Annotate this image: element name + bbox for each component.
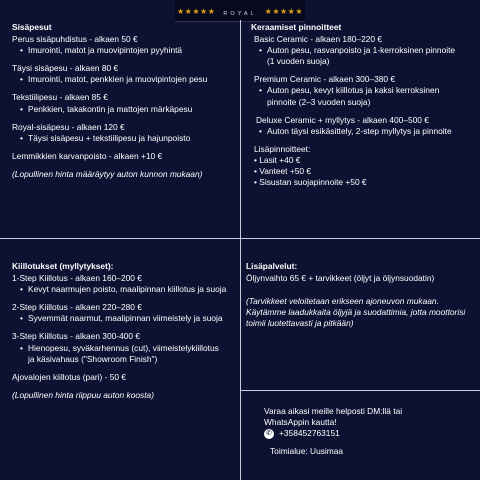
- ceramic-service-basic: Basic Ceramic - alkaen 180–220 €: [254, 34, 383, 45]
- extra-services-note: (Tarvikkeet veloitetaan erikseen ajoneuvon mukaan. Käytämme laadukkaita öljyjä ja suodattimia, jotta moottorisi toimii luotettavasti ja pitkään): [246, 296, 466, 329]
- interior-service-4: Royal-sisäpesu - alkaen 120 €: [12, 121, 125, 132]
- contact-divider: [241, 390, 480, 391]
- interior-service-2-detail: • Imurointi, matot, penkkien ja muovipintojen pesu: [28, 74, 238, 85]
- interior-title: Sisäpesut: [12, 22, 52, 32]
- ceramic-service-premium: Premium Ceramic - alkaen 300–380 €: [254, 74, 396, 85]
- ceramic-premium-detail: • Auton pesu, kevyt kiillotus ja kaksi kerroksinen: [267, 85, 477, 96]
- interior-service-1: Perus sisäpuhdistus - alkaen 50 €: [12, 34, 138, 45]
- ceramic-extra-rims: • Vanteet +50 €: [254, 166, 312, 177]
- ceramic-extras-title: Lisäpinnoitteet:: [254, 143, 311, 154]
- interior-service-4-detail: • Täysi sisäpesu + tekstiilipesu ja hajunpoisto: [28, 133, 238, 144]
- pet-hair-service: Lemmikkien karvanpoisto - alkaen +10 €: [12, 150, 163, 161]
- contact-line-1: Varaa aikasi meille helposti DM:llä tai: [264, 406, 403, 416]
- interior-service-2: Täysi sisäpesu - alkaen 80 €: [12, 63, 119, 74]
- ceramic-service-deluxe: Deluxe Ceramic + myllytys - alkaen 400–500 €: [256, 114, 429, 125]
- interior-panel: [12, 22, 238, 180]
- polishing-service-2: 2-Step Kiillotus - alkaen 220–280 €: [12, 302, 142, 313]
- ceramic-panel: [251, 22, 477, 188]
- stars-right: ★★★★★: [264, 7, 303, 16]
- ceramic-basic-detail-2: (1 vuoden suoja): [267, 56, 330, 67]
- contact-line-2: WhatsAppin kautta!: [264, 417, 337, 428]
- service-area: Toimialue: Uusimaa: [270, 446, 344, 457]
- ceramic-basic-detail: • Auton pesu, rasvanpoisto ja 1-kerroksinen pinnoite: [267, 45, 477, 56]
- headlight-polishing: Ajovalojen kiillotus (pari) - 50 €: [12, 371, 127, 382]
- polishing-service-3: 3-Step Kiillotus - alkaen 300-400 €: [12, 331, 141, 342]
- extra-services-panel: [246, 261, 474, 329]
- phone-icon: ✆: [264, 429, 274, 439]
- stars-left: ★★★★★: [177, 7, 216, 16]
- horizontal-divider: [0, 238, 480, 239]
- ceramic-extra-glass: • Lasit +40 €: [254, 154, 301, 165]
- ceramic-extra-interior: • Sisustan suojapinnoite +50 €: [254, 177, 367, 188]
- ceramic-premium-detail-2: pinnoite (2–3 vuoden suoja): [267, 96, 371, 107]
- interior-service-3: Tekstiilipesu - alkaen 85 €: [12, 92, 108, 103]
- polishing-service-3-detail-2: ja käsivahaus ("Showroom Finish"): [28, 353, 158, 364]
- polishing-service-1-detail: • Kevyt naarmujen poisto, maalipinnan kiillotus ja suoja: [28, 284, 238, 295]
- oil-change-service: Öljynvaihto 65 € + tarvikkeet (öljyt ja öljynsuodatin): [246, 273, 435, 284]
- polishing-title: Kiillotukset (myllytykset):: [12, 261, 114, 271]
- ceramic-title: Keraamiset pinnoitteet: [251, 22, 342, 32]
- interior-note: (Lopullinen hinta määräytyy auton kunnon mukaan): [12, 168, 203, 179]
- contact-panel: [264, 406, 474, 457]
- polishing-service-2-detail: • Syvemmät naarmut, maalipinnan viimeistely ja suoja: [28, 313, 238, 324]
- interior-service-3-detail: • Penkkien, takakontin ja mattojen märkäpesu: [28, 104, 238, 115]
- vertical-divider: [240, 20, 241, 480]
- polishing-service-3-detail: • Hienopesu, syväkarhennus (cut), viimeistelykiillotus: [28, 343, 238, 354]
- extra-services-title: Lisäpalvelut:: [246, 261, 298, 271]
- polishing-note: (Lopullinen hinta riippuu auton koosta): [12, 389, 155, 400]
- ceramic-deluxe-detail: • Auton täysi esikäsittely, 2-step myllytys ja pinnoite: [267, 126, 477, 137]
- logo-brand: ROYAL: [223, 11, 257, 17]
- phone-row[interactable]: [264, 428, 474, 439]
- royal-logo: [175, 0, 305, 22]
- interior-service-1-detail: • Imurointi, matot ja muovipintojen pyyhintä: [28, 45, 238, 56]
- polishing-service-1: 1-Step Kiillotus - alkaen 160–200 €: [12, 273, 142, 284]
- phone-number[interactable]: +358452763151: [279, 428, 340, 439]
- polishing-panel: [12, 261, 238, 401]
